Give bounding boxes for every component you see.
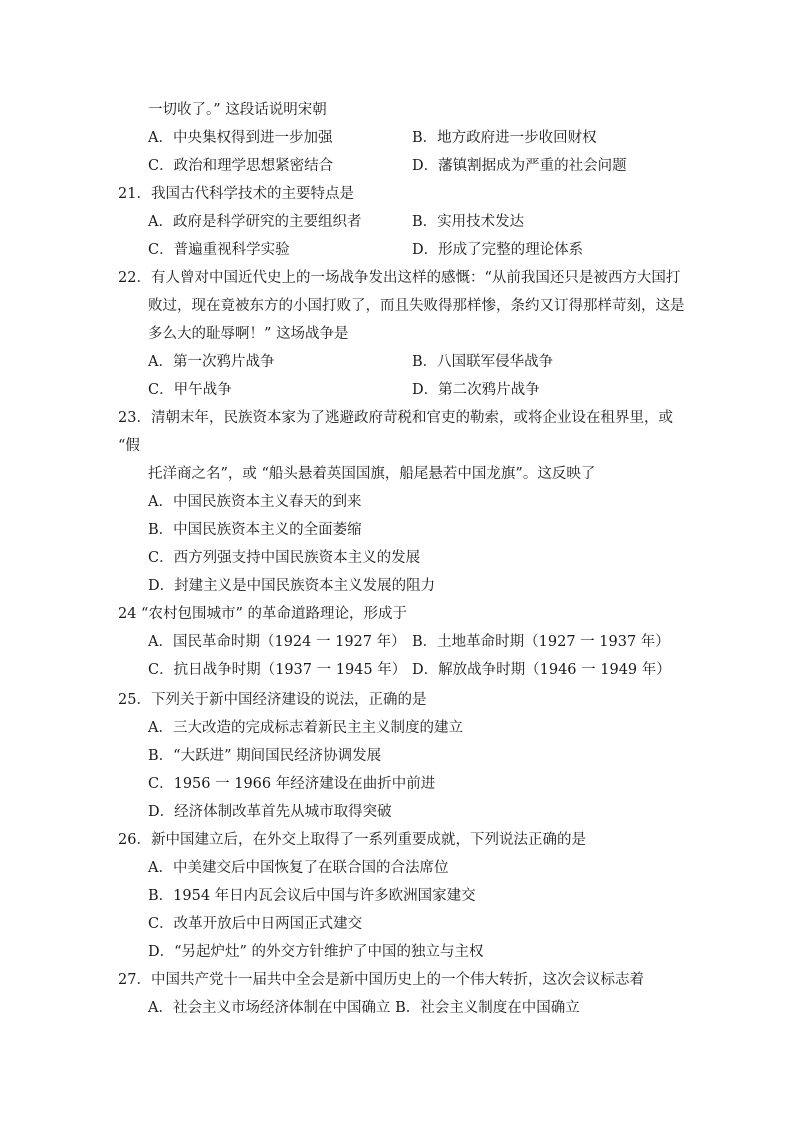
q23-stem-3: 托洋商之名”，或 “船头悬着英国国旗，船尾悬若中国龙旗”。这反映了	[148, 466, 596, 482]
q23-option-b: B．中国民族资本主义的全面萎缩	[148, 522, 362, 538]
q21-option-b: B．实用技术发达	[412, 214, 525, 230]
q24-option-d: D．解放战争时期（1946 一 1949 年）	[412, 662, 671, 678]
q22-stem-2: 败过，现在竟被东方的小国打败了，而且失败得那样惨，条约又订得那样苛刻，这是	[148, 298, 685, 314]
q22-stem-1: 22．有人曾对中国近代史上的一场战争发出这样的感慨：“从前我国还只是被西方大国打	[118, 270, 681, 286]
q27-options-a-b: A．社会主义市场经济体制在中国确立 B．社会主义制度在中国确立	[148, 1000, 580, 1016]
q23-option-d: D．封建主义是中国民族资本主义发展的阻力	[148, 578, 436, 594]
q25-stem: 25．下列关于新中国经济建设的说法，正确的是	[118, 692, 427, 708]
q26-option-a: A．中美建交后中国恢复了在联合国的合法席位	[148, 860, 449, 876]
q20-option-b: B．地方政府进一步收回财权	[412, 130, 597, 146]
q23-stem-2: “假	[118, 438, 140, 454]
q25-option-a: A．三大改造的完成标志着新民主主义制度的建立	[148, 720, 463, 736]
q22-stem-3: 多么大的耻辱啊！” 这场战争是	[148, 326, 349, 342]
q20-option-d: D．藩镇割据成为严重的社会问题	[412, 158, 627, 174]
q25-option-b: B．“大跃进” 期间国民经济协调发展	[148, 748, 382, 764]
q21-stem: 21．我国古代科学技术的主要特点是	[118, 186, 354, 202]
q21-option-a: A．政府是科学研究的主要组织者	[148, 214, 362, 230]
q25-option-d: D．经济体制改革首先从城市取得突破	[148, 804, 392, 820]
q24-option-b: B．土地革命时期（1927 一 1937 年）	[412, 634, 670, 650]
q21-option-d: D．形成了完整的理论体系	[412, 242, 584, 258]
q24-option-a: A．国民革命时期（1924 一 1927 年）	[148, 634, 406, 650]
q26-option-c: C．改革开放后中日两国正式建交	[148, 916, 363, 932]
q20-option-a: A．中央集权得到进一步加强	[148, 130, 333, 146]
q26-option-b: B．1954 年日内瓦会议后中国与许多欧洲国家建交	[148, 888, 476, 904]
q20-stem-end: 一切收了。” 这段话说明宋朝	[148, 102, 327, 118]
q27-stem: 27．中国共产党十一届共中全会是新中国历史上的一个伟大转折，这次会议标志着	[118, 972, 644, 988]
q21-option-c: C．普遍重视科学实验	[148, 242, 290, 258]
q26-option-d: D．“另起炉灶” 的外交方针维护了中国的独立与主权	[148, 944, 484, 960]
q22-option-b: B．八国联军侵华战争	[412, 354, 554, 370]
q25-option-c: C．1956 一 1966 年经济建设在曲折中前进	[148, 776, 436, 792]
q24-option-c: C．抗日战争时期（1937 一 1945 年）	[148, 662, 407, 678]
q23-option-a: A．中国民族资本主义春天的到来	[148, 494, 362, 510]
q22-option-a: A．第一次鸦片战争	[148, 354, 275, 370]
q23-stem-1: 23．清朝末年，民族资本家为了逃避政府苛税和官吏的勒索，或将企业设在租界里，或	[118, 410, 673, 426]
q22-option-d: D．第二次鸦片战争	[412, 382, 540, 398]
q24-stem: 24 “农村包围城市” 的革命道路理论，形成于	[118, 606, 407, 622]
q22-option-c: C．甲午战争	[148, 382, 232, 398]
q23-option-c: C．西方列强支持中国民族资本主义的发展	[148, 550, 421, 566]
q20-option-c: C．政治和理学思想紧密结合	[148, 158, 334, 174]
q26-stem: 26．新中国建立后，在外交上取得了一系列重要成就，下列说法正确的是	[118, 832, 586, 848]
